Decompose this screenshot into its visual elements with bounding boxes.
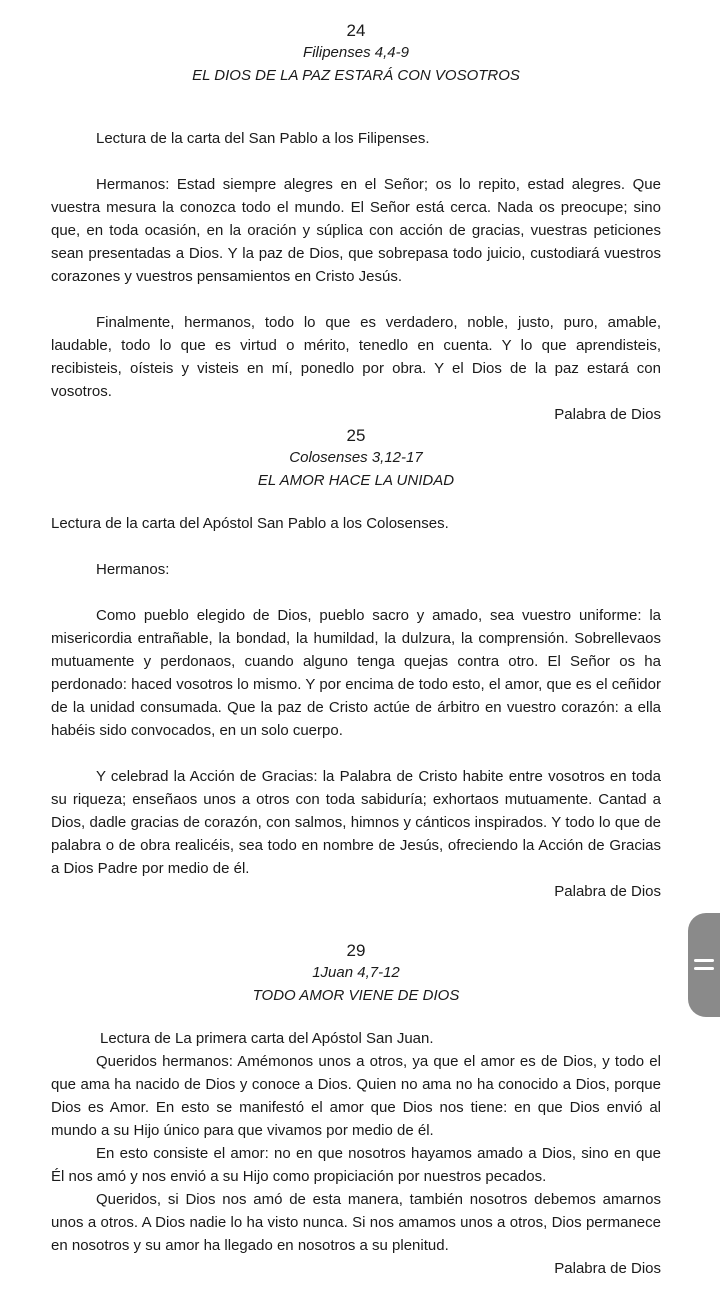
- reading-25: [51, 426, 661, 903]
- reading-title: TODO AMOR VIENE DE DIOS: [252, 987, 460, 1004]
- reading-title: EL AMOR HACE LA UNIDAD: [257, 472, 455, 489]
- reading-intro: Lectura de la carta del Apóstol San Pablo a los Colosenses.: [51, 515, 449, 532]
- reading-reference: Colosenses 3,12-17: [289, 449, 423, 466]
- reading-29: [51, 941, 661, 1280]
- reading-greeting: Hermanos:: [96, 561, 170, 578]
- reading-reference: 1Juan 4,7-12: [312, 964, 400, 981]
- handle-grip-icon: [694, 959, 714, 962]
- reading-closing: Palabra de Dios: [554, 1260, 661, 1277]
- reading-reference: Filipenses 4,4-9: [303, 44, 409, 61]
- reading-closing: Palabra de Dios: [554, 883, 661, 900]
- side-panel-handle[interactable]: [688, 913, 720, 1017]
- reading-intro: Lectura de La primera carta del Apóstol San Juan.: [100, 1030, 434, 1047]
- reading-intro: Lectura de la carta del San Pablo a los Filipenses.: [96, 130, 430, 147]
- reading-number: 25: [346, 426, 366, 445]
- reading-paragraph: Finalmente, hermanos, todo lo que es verdadero, noble, justo, puro, amable, laudable, todo lo que es virtud o mérito, tenedlo en cuenta. Y lo que aprendisteis, recibisteis, oísteis y visteis en mí, ponedlo por obra. Y el Dios de la paz estará con vosotros.: [51, 314, 661, 400]
- reading-paragraph: En esto consiste el amor: no en que nosotros hayamos amado a Dios, sino en que Él nos amó y nos envió a su Hijo como propiciación por nuestros pecados.: [51, 1145, 661, 1185]
- reading-closing: Palabra de Dios: [554, 406, 661, 423]
- reading-paragraph: Hermanos: Estad siempre alegres en el Señor; os lo repito, estad alegres. Que vuestra mesura la conozca todo el mundo. El Señor está cerca. Nada os preocupe; sino que, en toda ocasión, en la oración y súplica con acción de gracias, vuestras peticiones sean presentadas a Dios. Y la paz de Dios, que sobrepasa todo juicio, custodiará vuestros corazones y vuestros pensamientos en Cristo Jesús.: [51, 176, 661, 285]
- reading-24: [51, 21, 661, 426]
- reading-paragraph: Queridos hermanos: Amémonos unos a otros, ya que el amor es de Dios, y todo el que ama ha nacido de Dios y conoce a Dios. Quien no ama no ha conocido a Dios, porque Dios es Amor. En esto se manifestó el amor que Dios nos tiene: en que Dios envió al mundo a su Hijo único para que vivamos por medio de él.: [51, 1053, 661, 1139]
- handle-grip-icon: [694, 967, 714, 970]
- reading-title: EL DIOS DE LA PAZ ESTARÁ CON VOSOTROS: [192, 67, 520, 84]
- reading-number: 24: [346, 21, 366, 40]
- reading-paragraph: Queridos, si Dios nos amó de esta manera, también nosotros debemos amarnos unos a otros. A Dios nadie lo ha visto nunca. Si nos amamos unos a otros, Dios permanece en nosotros y su amor ha llegado en nosotros a su plenitud.: [51, 1191, 661, 1254]
- reading-paragraph: Y celebrad la Acción de Gracias: la Palabra de Cristo habite entre vosotros en toda su riqueza; enseñaos unos a otros con toda sabiduría; exhortaos mutuamente. Cantad a Dios, dadle gracias de corazón, con salmos, himnos y cánticos inspirados. Y todo lo que de palabra o de obra realicéis, sea todo en nombre de Jesús, ofreciendo la Acción de Gracias a Dios Padre por medio de él.: [51, 768, 661, 877]
- reading-number: 29: [346, 941, 366, 960]
- reading-paragraph: Como pueblo elegido de Dios, pueblo sacro y amado, sea vuestro uniforme: la misericordia entrañable, la bondad, la humildad, la dulzura, la comprensión. Sobrellevaos mutuamente y perdonaos, cuando alguno tenga quejas contra otro. El Señor os ha perdonado: haced vosotros lo mismo. Y por encima de todo esto, el amor, que es el ceñidor de la unidad consumada. Que la paz de Cristo actúe de árbitro en vuestro corazón: a ella habéis sido convocados, en un solo cuerpo.: [51, 607, 661, 739]
